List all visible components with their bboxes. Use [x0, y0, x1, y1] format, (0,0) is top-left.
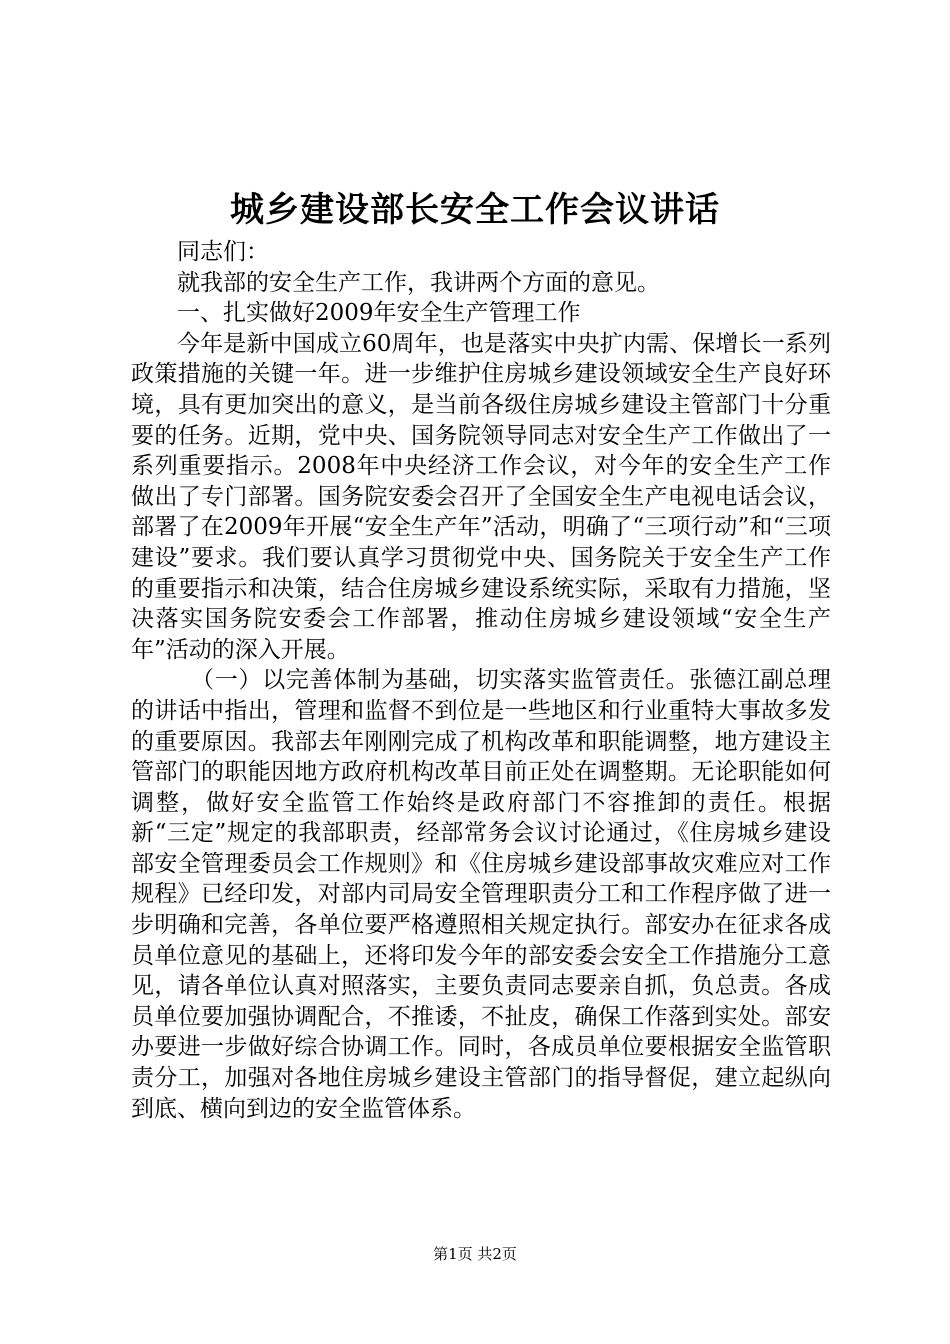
document-body	[131, 237, 831, 1124]
intro-paragraph: 就我部的安全生产工作，我讲两个方面的意见。	[177, 269, 660, 296]
body-paragraph: 今年是新中国成立60周年，也是落实中央扩内需、保增长一系列政策措施的关键一年。进一步维护住房城乡建设领域安全生产良好环境，具有更加突出的意义，是当前各级住房城乡建设主管部门十分重要的任务。近期，党中央、国务院领导同志对安全生产工作做出了一系列重要指示。2008年中央经济工作会议，对今年的安全生产工作做出了专门部署。国务院安委会召开了全国安全生产电视电话会议，部署了在2009年开展“安全生产年”活动，明确了“三项行动”和“三项建设”要求。我们要认真学习贯彻党中央、国务院关于安全生产工作的重要指示和决策，结合住房城乡建设系统实际，采取有力措施，坚决落实国务院安委会工作部署，推动住房城乡建设领域“安全生产年”活动的深入开展。	[131, 330, 831, 663]
page-indicator: 第1页 共2页	[433, 1245, 517, 1263]
section-heading: 一、扎实做好2009年安全生产管理工作	[177, 300, 581, 327]
subsection-paragraph: （一）以完善体制为基础，切实落实监管责任。张德江副总理的讲话中指出，管理和监督不到位是一些地区和行业重特大事故多发的重要原因。我部去年刚刚完成了机构改革和职能调整，地方建设主管部门的职能因地方政府机构改革目前正处在调整期。无论职能如何调整，做好安全监管工作始终是政府部门不容推卸的责任。根据新“三定”规定的我部职责，经部常务会议讨论通过，《住房城乡建设部安全管理委员会工作规则》和《住房城乡建设部事故灾难应对工作规程》已经印发，对部内司局安全管理职责分工和工作程序做了进一步明确和完善，各单位要严格遵照相关规定执行。部安办在征求各成员单位意见的基础上，还将印发今年的部安委会安全工作措施分工意见，请各单位认真对照落实，主要负责同志要亲自抓，负总责。各成员单位要加强协调配合，不推诿，不扯皮，确保工作落到实处。部安办要进一步做好综合协调工作。同时，各成员单位要根据安全监管职责分工，加强对各地住房城乡建设主管部门的指导督促，建立起纵向到底、横向到边的安全监管体系。	[131, 667, 831, 1122]
page-footer	[0, 1243, 950, 1265]
document-title: 城乡建设部长安全工作会议讲话	[230, 190, 720, 230]
salutation-paragraph: 同志们：	[177, 239, 269, 265]
